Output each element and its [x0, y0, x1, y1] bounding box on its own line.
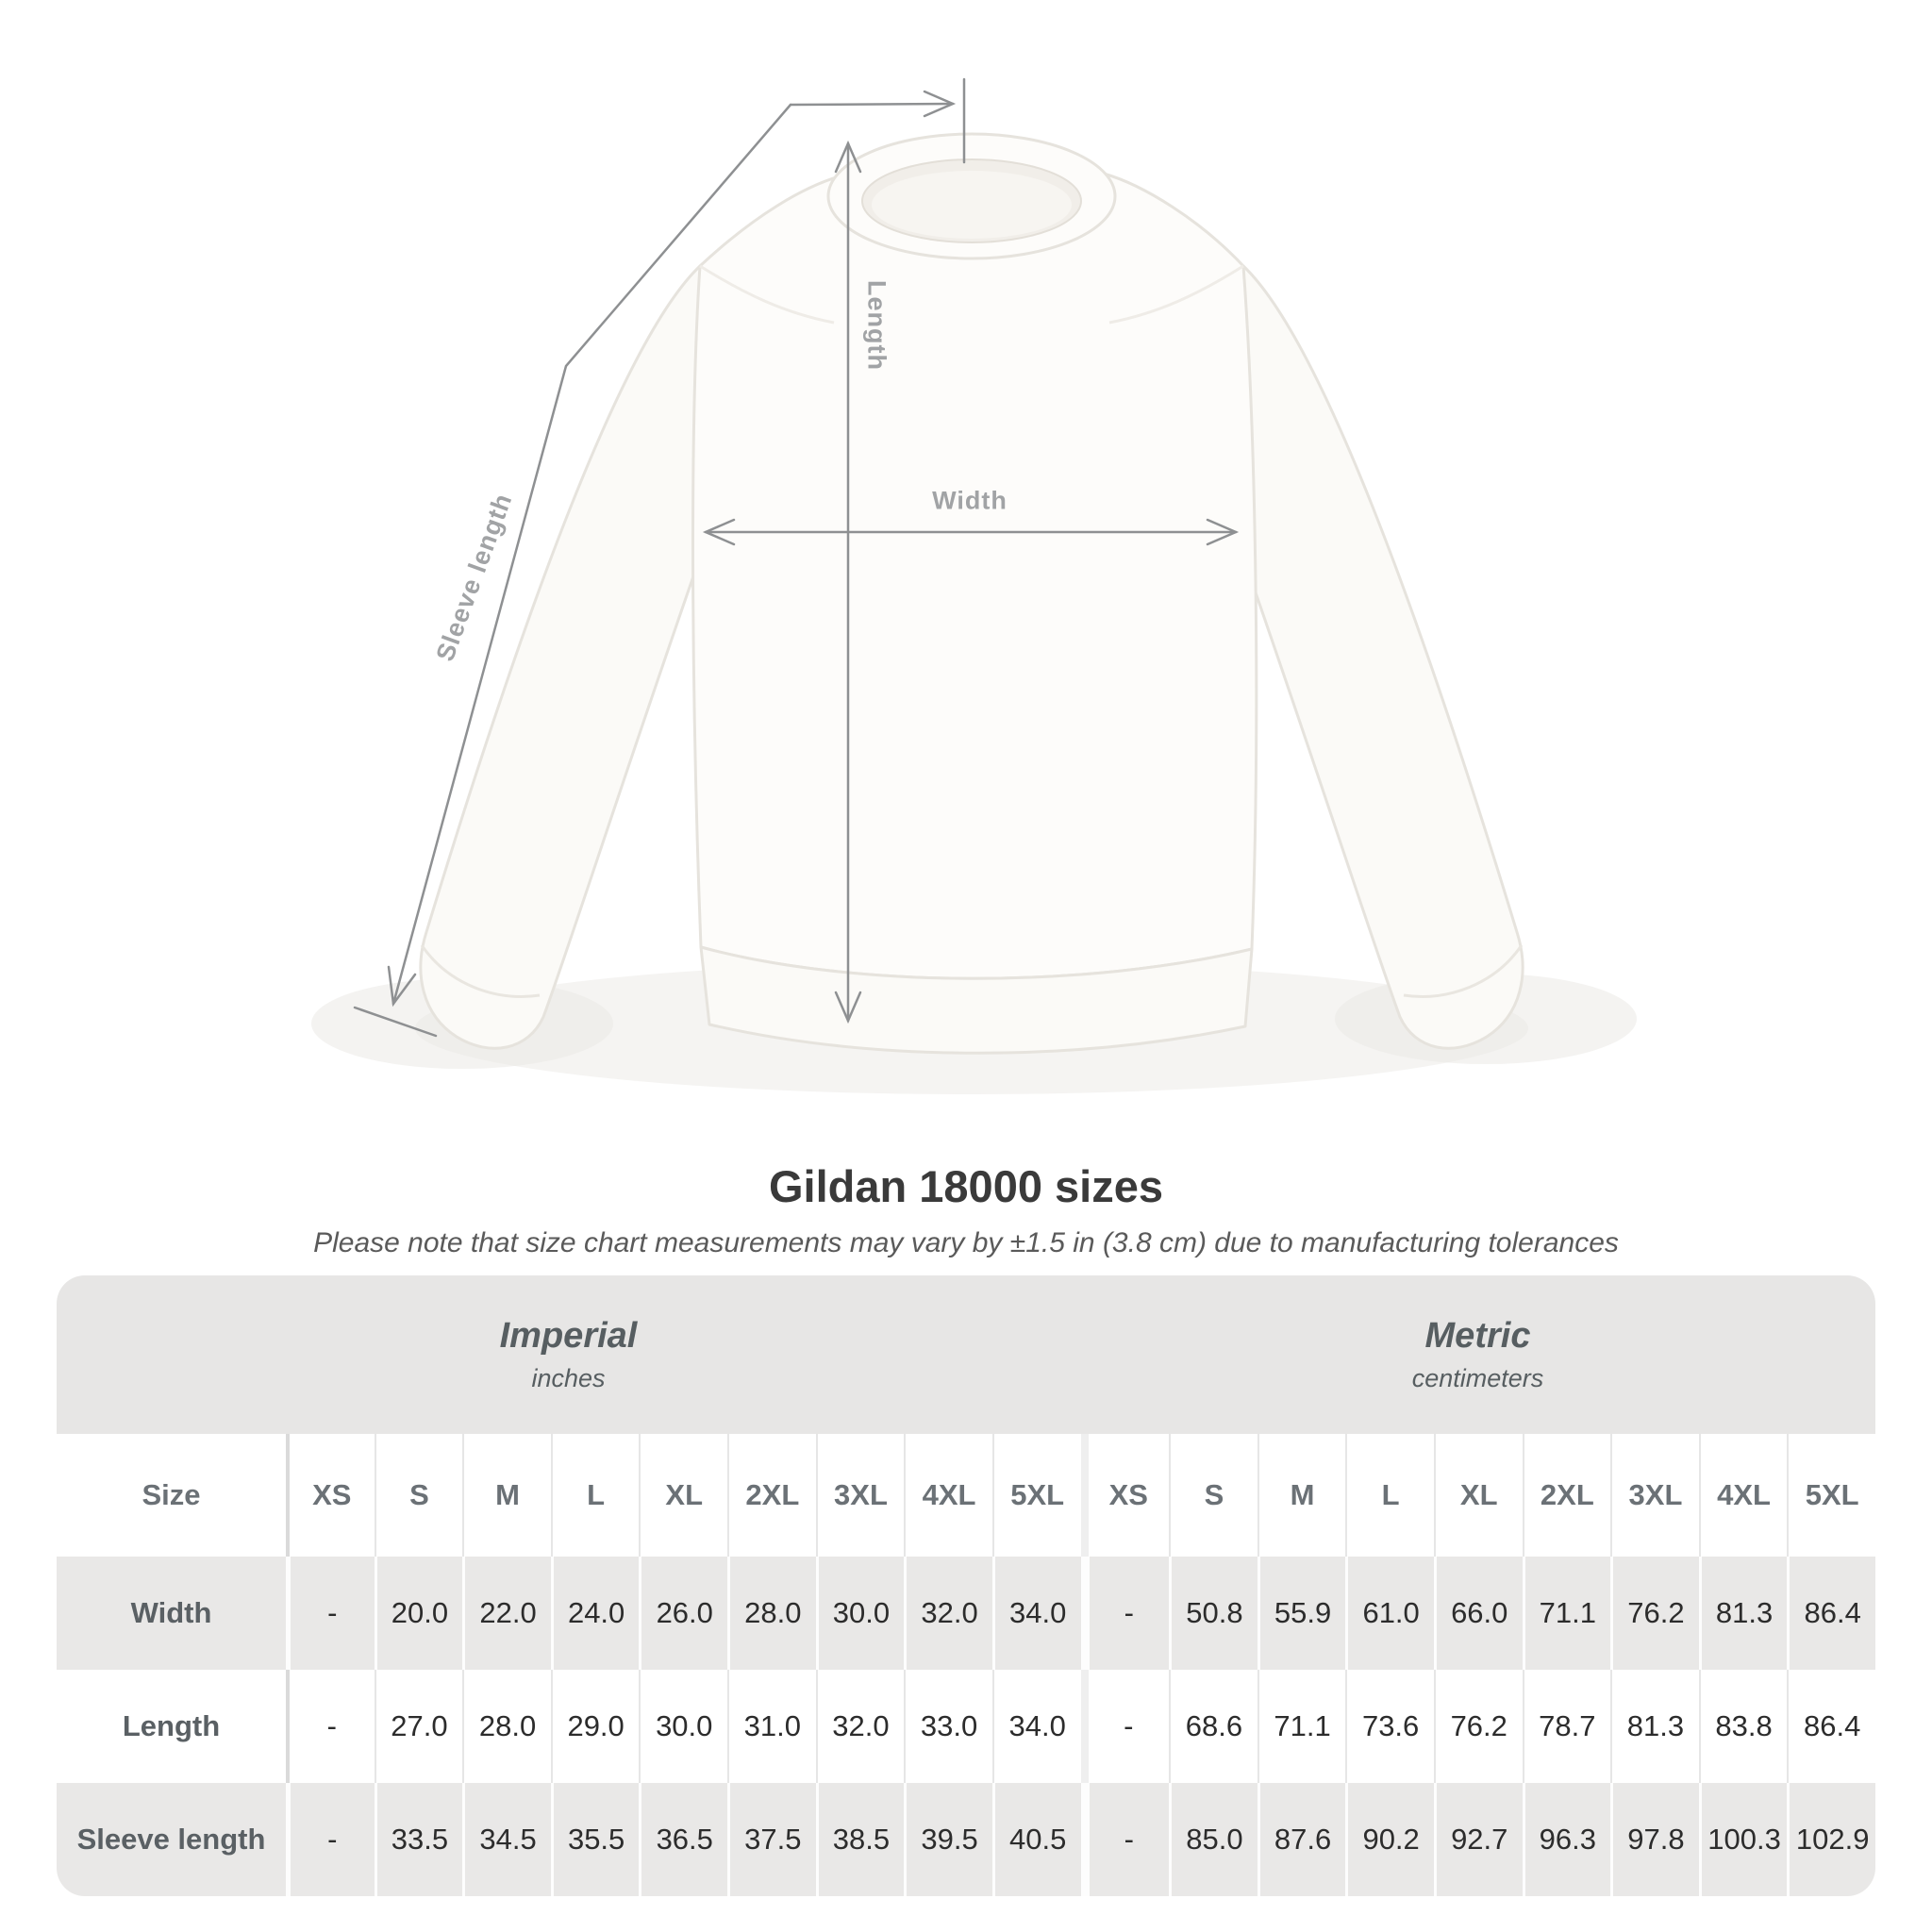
size-col-header: M — [462, 1434, 551, 1557]
size-col-header: XL — [1434, 1434, 1523, 1557]
size-col-header: 2XL — [1523, 1434, 1611, 1557]
table-cell: 87.6 — [1257, 1783, 1346, 1896]
table-cell: 66.0 — [1434, 1557, 1523, 1670]
size-col-header: 2XL — [727, 1434, 816, 1557]
size-header-row — [57, 1434, 1875, 1557]
table-cell: 86.4 — [1787, 1557, 1875, 1670]
table-cell: 38.5 — [816, 1783, 905, 1896]
size-col-header: XS — [286, 1434, 375, 1557]
size-col-header: XL — [639, 1434, 727, 1557]
table-cell: 90.2 — [1345, 1783, 1434, 1896]
table-cell: - — [1081, 1557, 1170, 1670]
metric-group-header — [1080, 1275, 1875, 1434]
table-cell: 28.0 — [727, 1557, 816, 1670]
table-cell: 92.7 — [1434, 1783, 1523, 1896]
row-label: Sleeve length — [57, 1783, 286, 1896]
table-cell: 40.5 — [992, 1783, 1081, 1896]
table-cell: 102.9 — [1787, 1783, 1875, 1896]
size-col-header: 3XL — [816, 1434, 905, 1557]
table-cell: 31.0 — [727, 1670, 816, 1783]
table-cell: 37.5 — [727, 1783, 816, 1896]
table-cell: 78.7 — [1523, 1670, 1611, 1783]
collar — [828, 134, 1115, 258]
table-cell: 20.0 — [375, 1557, 463, 1670]
table-cell: 30.0 — [816, 1557, 905, 1670]
table-cell: - — [286, 1670, 375, 1783]
table-cell: 34.0 — [992, 1557, 1081, 1670]
table-cell: 27.0 — [375, 1670, 463, 1783]
size-col-header: M — [1257, 1434, 1346, 1557]
table-cell: 34.5 — [462, 1783, 551, 1896]
table-cell: - — [286, 1557, 375, 1670]
size-col-header: 4XL — [904, 1434, 992, 1557]
table-row-length — [57, 1670, 1875, 1783]
table-cell: 71.1 — [1523, 1557, 1611, 1670]
size-col-header: L — [1345, 1434, 1434, 1557]
size-col-header: 5XL — [1787, 1434, 1875, 1557]
imperial-group-header — [57, 1275, 1080, 1434]
table-cell: 39.5 — [904, 1783, 992, 1896]
table-cell: 30.0 — [639, 1670, 727, 1783]
table-cell: 26.0 — [639, 1557, 727, 1670]
table-row-width — [57, 1557, 1875, 1670]
size-col-header: XS — [1081, 1434, 1170, 1557]
table-cell: - — [286, 1783, 375, 1896]
length-annotation-label: Length — [862, 280, 891, 371]
table-cell: 32.0 — [816, 1670, 905, 1783]
table-cell: 29.0 — [551, 1670, 640, 1783]
table-cell: 36.5 — [639, 1783, 727, 1896]
size-header: Size — [57, 1434, 286, 1557]
size-col-header: 3XL — [1610, 1434, 1699, 1557]
table-cell: 61.0 — [1345, 1557, 1434, 1670]
table-cell: 81.3 — [1610, 1670, 1699, 1783]
size-col-header: L — [551, 1434, 640, 1557]
table-cell: 86.4 — [1787, 1670, 1875, 1783]
row-label: Length — [57, 1670, 286, 1783]
table-cell: 85.0 — [1169, 1783, 1257, 1896]
row-label: Width — [57, 1557, 286, 1670]
size-col-header: S — [1169, 1434, 1257, 1557]
size-col-header: S — [375, 1434, 463, 1557]
imperial-unit: inches — [531, 1364, 606, 1392]
width-annotation-label: Width — [932, 486, 1008, 515]
size-col-header: 4XL — [1699, 1434, 1788, 1557]
top-guide-arrow — [791, 104, 953, 105]
table-cell: 35.5 — [551, 1783, 640, 1896]
table-cell: 55.9 — [1257, 1557, 1346, 1670]
table-cell: - — [1081, 1783, 1170, 1896]
table-cell: 68.6 — [1169, 1670, 1257, 1783]
table-cell: 96.3 — [1523, 1783, 1611, 1896]
table-cell: 71.1 — [1257, 1670, 1346, 1783]
table-cell: 34.0 — [992, 1670, 1081, 1783]
size-col-header: 5XL — [992, 1434, 1081, 1557]
table-cell: 32.0 — [904, 1557, 992, 1670]
table-cell: 83.8 — [1699, 1670, 1788, 1783]
table-cell: 24.0 — [551, 1557, 640, 1670]
table-cell: 28.0 — [462, 1670, 551, 1783]
table-cell: 76.2 — [1610, 1557, 1699, 1670]
tolerance-note: Please note that size chart measurements may vary by ±1.5 in (3.8 cm) due to manufacturing tolerances — [313, 1227, 1619, 1258]
body-panel — [693, 166, 1257, 978]
table-cell: 73.6 — [1345, 1670, 1434, 1783]
page-title: Gildan 18000 sizes — [768, 1161, 1164, 1211]
metric-unit: centimeters — [1411, 1364, 1544, 1392]
table-cell: 50.8 — [1169, 1557, 1257, 1670]
table-row-sleeve-length — [57, 1783, 1875, 1896]
table-cell: - — [1081, 1670, 1170, 1783]
metric-label: Metric — [1424, 1316, 1531, 1356]
table-cell: 100.3 — [1699, 1783, 1788, 1896]
sleeve-length-annotation-label: Sleeve length — [430, 489, 518, 665]
table-cell: 97.8 — [1610, 1783, 1699, 1896]
table-cell: 76.2 — [1434, 1670, 1523, 1783]
size-table — [57, 1275, 1875, 1896]
table-cell: 22.0 — [462, 1557, 551, 1670]
table-cell: 33.0 — [904, 1670, 992, 1783]
table-cell: 33.5 — [375, 1783, 463, 1896]
table-cell: 81.3 — [1699, 1557, 1788, 1670]
unit-group-header — [57, 1275, 1875, 1434]
imperial-label: Imperial — [499, 1316, 638, 1356]
